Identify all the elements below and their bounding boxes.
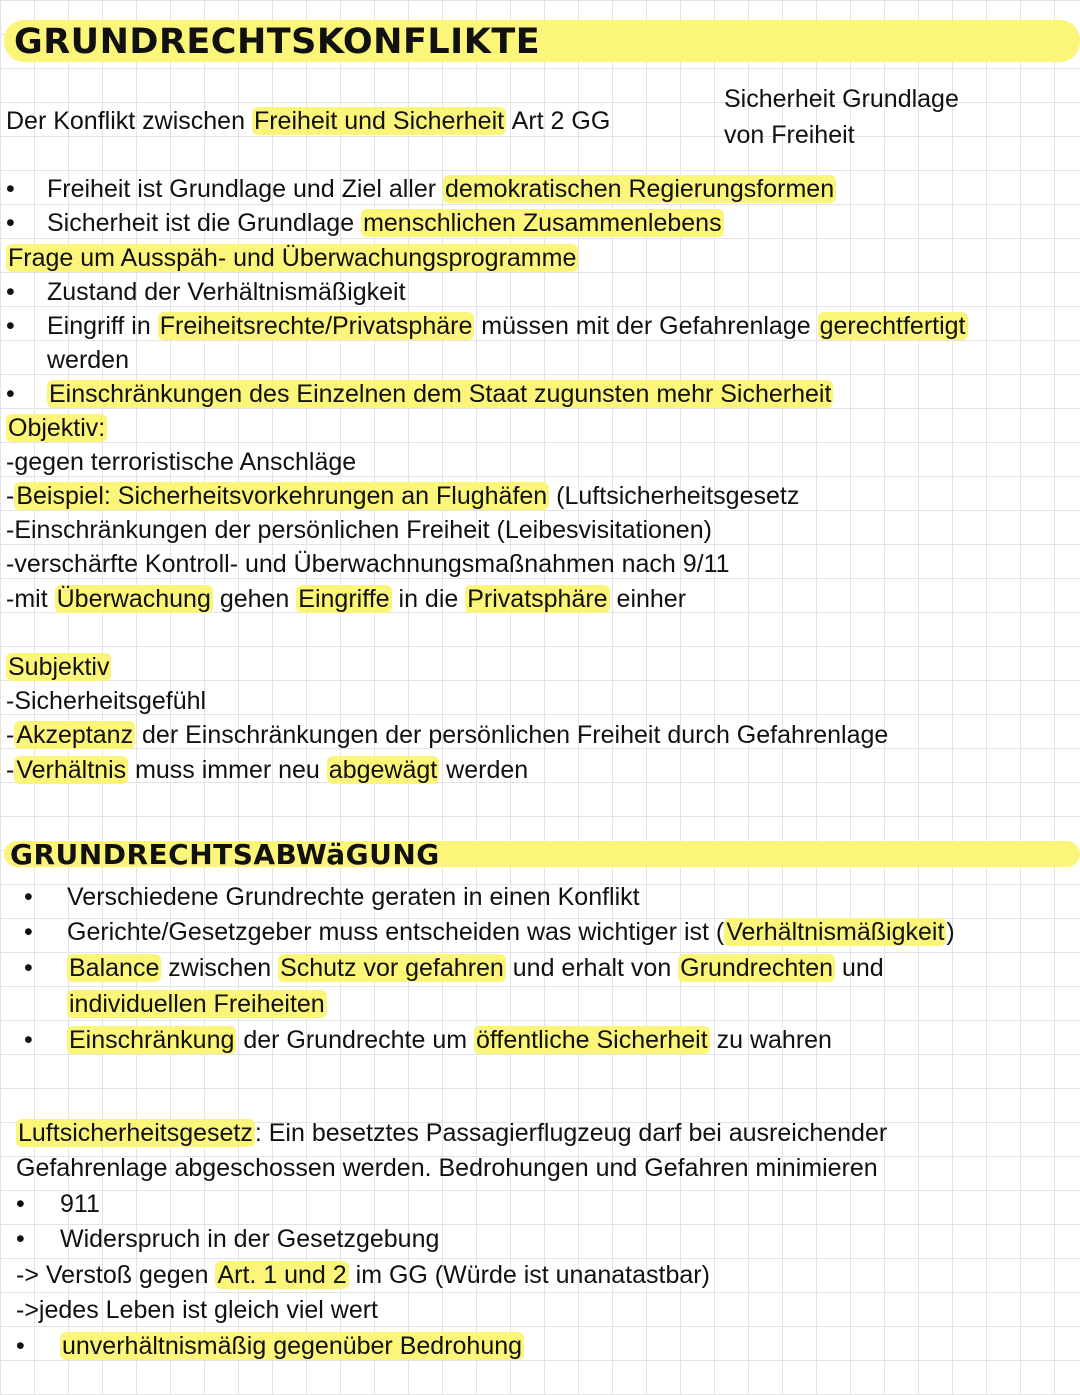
bullet-text: Widerspruch in der Gesetzgebung — [60, 1225, 440, 1253]
bullet-text: Sicherheit ist die Grundlage menschlichen Zusammenlebens — [47, 209, 722, 237]
bullet-dot: • — [24, 918, 33, 946]
bullet-text: Freiheit ist Grundlage und Ziel aller demokratischen Regierungsformen — [47, 175, 835, 203]
bullet-dot: • — [6, 278, 15, 306]
intro-text: Der Konflikt zwischen — [6, 107, 252, 135]
bullet-text-continued: werden — [47, 346, 129, 374]
bullet-item — [24, 915, 1076, 949]
subjektiv-line: -Verhältnis muss immer neu abgewägt werden — [6, 756, 529, 784]
objektiv-line: -verschärfte Kontroll- und Überwachnungsmaßnahmen nach 9/11 — [6, 550, 730, 578]
bullet-text: Balance zwischen Schutz vor gefahren und erhalt von Grundrechten und — [69, 954, 884, 982]
bullet-item — [6, 206, 1076, 240]
bullet-item — [16, 1222, 1076, 1256]
bullet-text: 911 — [60, 1190, 100, 1218]
bullet-item — [16, 1187, 1076, 1221]
bullet-dot: • — [6, 380, 15, 408]
bullet-item — [6, 275, 1076, 309]
bullet-item — [24, 951, 1076, 1021]
bullet-text: Eingriff in Freiheitsrechte/Privatsphäre müssen mit der Gefahrenlage gerechtfertigt — [47, 312, 966, 340]
subjektiv-line: -Sicherheitsgefühl — [6, 687, 207, 715]
objektiv-line: -Einschränkungen der persönlichen Freiheit (Leibesvisitationen) — [6, 516, 712, 544]
objektiv-line: -Beispiel: Sicherheitsvorkehrungen an Flughäfen (Luftsicherheitsgesetz — [6, 482, 800, 510]
arrow-line: -> Verstoß gegen Art. 1 und 2 im GG (Würde ist unanatastbar) — [16, 1261, 710, 1289]
bullet-dot: • — [24, 883, 33, 911]
bullet-dot: • — [6, 175, 15, 203]
bullet-item — [24, 1023, 1076, 1057]
bullet-dot: • — [24, 1026, 33, 1054]
bullet-text: Einschränkungen des Einzelnen dem Staat zugunsten mehr Sicherheit — [49, 380, 832, 408]
side-note-2: von Freiheit — [724, 121, 855, 149]
bullet-text-continued: individuellen Freiheiten — [69, 990, 325, 1018]
intro-highlight: Freiheit und Sicherheit — [253, 107, 505, 135]
bullet-dot: • — [16, 1190, 25, 1218]
section-title-grundrechtskonflikte: GRUNDRECHTSKONFLIKTE — [14, 22, 541, 62]
bullet-dot: • — [24, 954, 33, 982]
bullet-text: Zustand der Verhältnismäßigkeit — [47, 278, 406, 306]
bullet-dot: • — [16, 1332, 25, 1360]
law-paragraph-continued: Gefahrenlage abgeschossen werden. Bedrohungen und Gefahren minimieren — [16, 1154, 878, 1182]
objektiv-line: -mit Überwachung gehen Eingriffe in die Privatsphäre einher — [6, 585, 687, 613]
bullet-item — [6, 377, 1076, 411]
bullet-item — [6, 172, 1076, 206]
subjektiv-line: -Akzeptanz der Einschränkungen der persönlichen Freiheit durch Gefahrenlage — [6, 721, 889, 749]
bullet-dot: • — [16, 1225, 25, 1253]
bullet-text: Gerichte/Gesetzgeber muss entscheiden was wichtiger ist (Verhältnismäßigkeit) — [67, 918, 955, 946]
intro-line — [6, 104, 610, 138]
arrow-line: ->jedes Leben ist gleich viel wert — [16, 1296, 378, 1324]
bullet-item — [6, 309, 1076, 377]
objektiv-line: -gegen terroristische Anschläge — [6, 448, 357, 476]
subjektiv-heading: Subjektiv — [8, 653, 110, 681]
side-note-1: Sicherheit Grundlage — [724, 85, 959, 113]
bullet-dot: • — [6, 209, 15, 237]
objektiv-heading: Objektiv: — [8, 414, 106, 442]
bullet-dot: • — [6, 312, 15, 340]
law-paragraph: Luftsicherheitsgesetz: Ein besetztes Passagierflugzeug darf bei ausreichender — [18, 1119, 888, 1147]
bullet-item — [24, 880, 1076, 914]
bullet-text: Einschränkung der Grundrechte um öffentliche Sicherheit zu wahren — [69, 1026, 832, 1054]
intro-article: Art 2 GG — [506, 107, 611, 135]
section-title-grundrechtsabwaegung: GRUNDRECHTSABWäGUNG — [10, 838, 440, 871]
question-heading: Frage um Ausspäh- und Überwachungsprogramme — [8, 244, 577, 272]
bullet-text: Verschiedene Grundrechte geraten in einen Konflikt — [67, 883, 640, 911]
bullet-item — [16, 1329, 1076, 1363]
bullet-text: unverhältnismäßig gegenüber Bedrohung — [62, 1332, 523, 1360]
